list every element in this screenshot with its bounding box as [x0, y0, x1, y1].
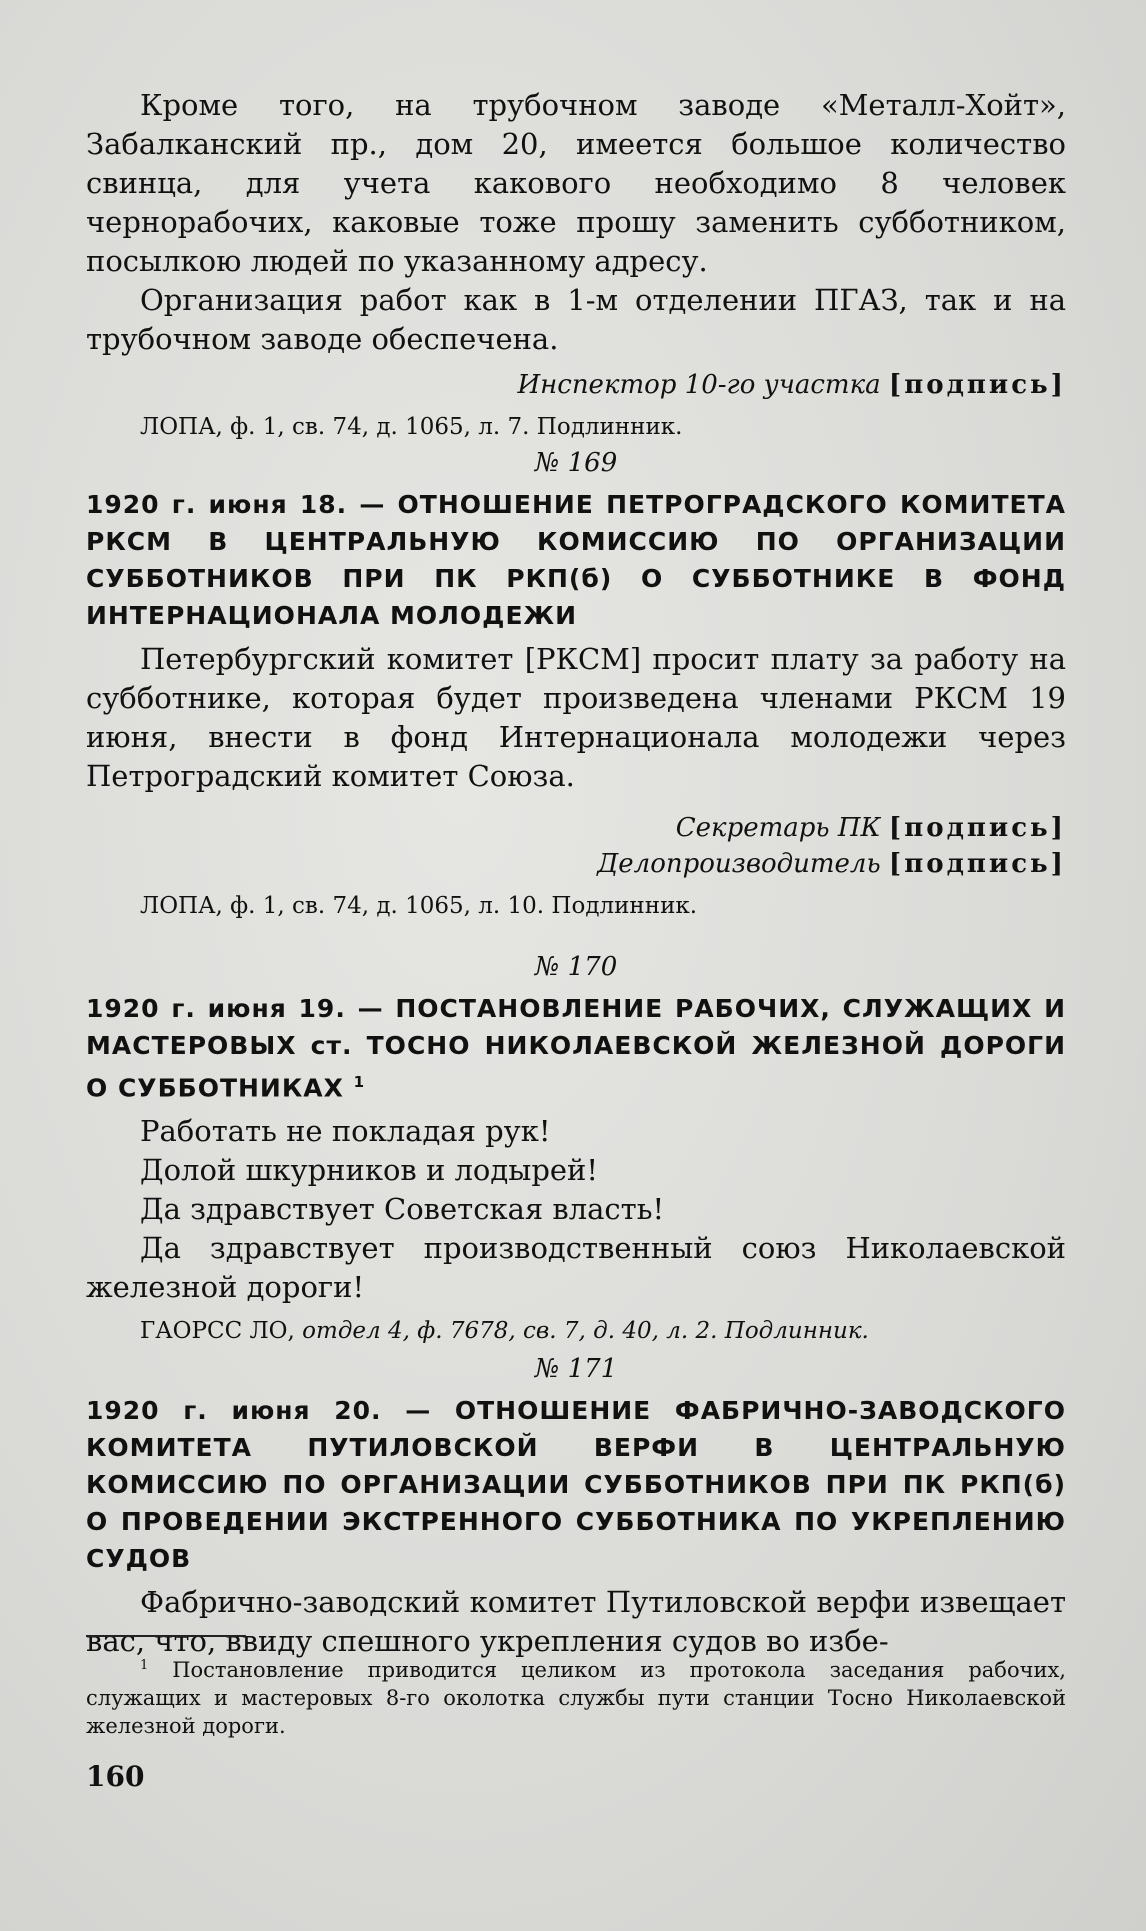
intro-source: ЛОПА, ф. 1, св. 74, д. 1065, л. 7. Подлинник. [140, 414, 683, 440]
document-number: № 169 [534, 448, 618, 478]
document-heading [86, 990, 1066, 1106]
document-date: 1920 г. июня 19. — [86, 994, 384, 1023]
page-number: 160 [86, 1760, 145, 1793]
document-number: № 170 [534, 952, 618, 982]
document-169 [86, 448, 1066, 922]
document-title: ПОСТАНОВЛЕНИЕ РАБОЧИХ, СЛУЖАЩИХ И МАСТЕРОВЫХ ст. ТОСНО НИКОЛАЕВСКОЙ ЖЕЛЕЗНОЙ ДОРОГИ О СУББОТНИКАХ [86, 994, 1066, 1103]
signature-mark: [подпись] [888, 370, 1066, 400]
document-heading [86, 1392, 1066, 1577]
intro-signature [86, 367, 1066, 403]
document-title: ОТНОШЕНИЕ ФАБРИЧНО-ЗАВОДСКОГО КОМИТЕТА ПУТИЛОВСКОЙ ВЕРФИ В ЦЕНТРАЛЬНУЮ КОМИССИЮ ПО ОРГАНИЗАЦИИ СУББОТНИКОВ ПРИ ПК РКП(б) О ПРОВЕДЕНИИ ЭКСТРЕННОГО СУББОТНИКА ПО УКРЕПЛЕНИЮ СУДОВ [86, 1396, 1066, 1573]
footnote-body: Постановление приводится целиком из протокола заседания рабочих, служащих и мастеровых 8-го околотка службы пути станции Тосно Николаевской железной дороги. [86, 1658, 1066, 1738]
document-body: Фабрично-заводский комитет Путиловской верфи извещает вас, что, ввиду спешного укрепления судов во избе- [86, 1585, 1066, 1658]
signature-role: Делопроизводитель [597, 849, 881, 879]
signature-mark: [подпись] [888, 849, 1066, 879]
signature-role: Инспектор 10-го участка [517, 370, 881, 400]
document-source: ЛОПА, ф. 1, св. 74, д. 1065, л. 10. Подлинник. [140, 893, 698, 919]
signature-secretary [86, 810, 1066, 846]
resolution-lines [86, 1112, 1066, 1307]
document-date: 1920 г. июня 18. — [86, 490, 386, 519]
footnote-divider [86, 1635, 246, 1637]
source-reference: отдел 4, ф. 7678, св. 7, д. 40, л. 2. Подлинник. [302, 1318, 869, 1345]
footnote-mark: 1 [140, 1658, 149, 1673]
resolution-line: Да здравствует Советская власть! [140, 1192, 665, 1227]
document-source [86, 1315, 1066, 1347]
document-body: Петербургский комитет [РКСМ] просит плату за работу на субботнике, которая будет произведена членами РКСМ 19 июня, внести в фонд Интернационала молодежи через Петроградский комитет Союза. [86, 642, 1066, 793]
document-heading [86, 486, 1066, 634]
signature-role: Секретарь ПК [675, 813, 881, 843]
intro-paragraph-2: Организация работ как в 1-м отделении ПГАЗ, так и на трубочном заводе обеспечена. [86, 283, 1066, 356]
signature-clerk [86, 846, 1066, 882]
document-170 [86, 952, 1066, 1347]
source-archive: ГАОРСС ЛО, [140, 1318, 295, 1345]
resolution-line: Да здравствует производственный союз Николаевской железной дороги! [86, 1231, 1066, 1305]
document-number: № 171 [534, 1354, 618, 1384]
footnote [86, 1652, 1066, 1740]
footnote-text [86, 1652, 1066, 1740]
intro-paragraph-1: Кроме того, на трубочном заводе «Металл-Хойт», Забалканский пр., дом 20, имеется большое количество свинца, для учета какового необходимо 8 человек чернорабочих, каковые тоже прошу заменить субботником, посылкою людей по указанному адресу. [86, 88, 1066, 278]
resolution-line: Долой шкурников и лодырей! [140, 1153, 599, 1188]
intro-section [86, 86, 1066, 443]
signature-mark: [подпись] [888, 813, 1066, 843]
document-date: 1920 г. июня 20. — [86, 1396, 432, 1425]
footnote-reference: 1 [353, 1073, 366, 1091]
document-171 [86, 1354, 1066, 1661]
resolution-line: Работать не покладая рук! [140, 1114, 551, 1149]
document-title: ОТНОШЕНИЕ ПЕТРОГРАДСКОГО КОМИТЕТА РКСМ В ЦЕНТРАЛЬНУЮ КОМИССИЮ ПО ОРГАНИЗАЦИИ СУББОТНИКОВ ПРИ ПК РКП(б) О СУББОТНИКЕ В ФОНД ИНТЕРНАЦИОНАЛА МОЛОДЕЖИ [86, 490, 1066, 630]
